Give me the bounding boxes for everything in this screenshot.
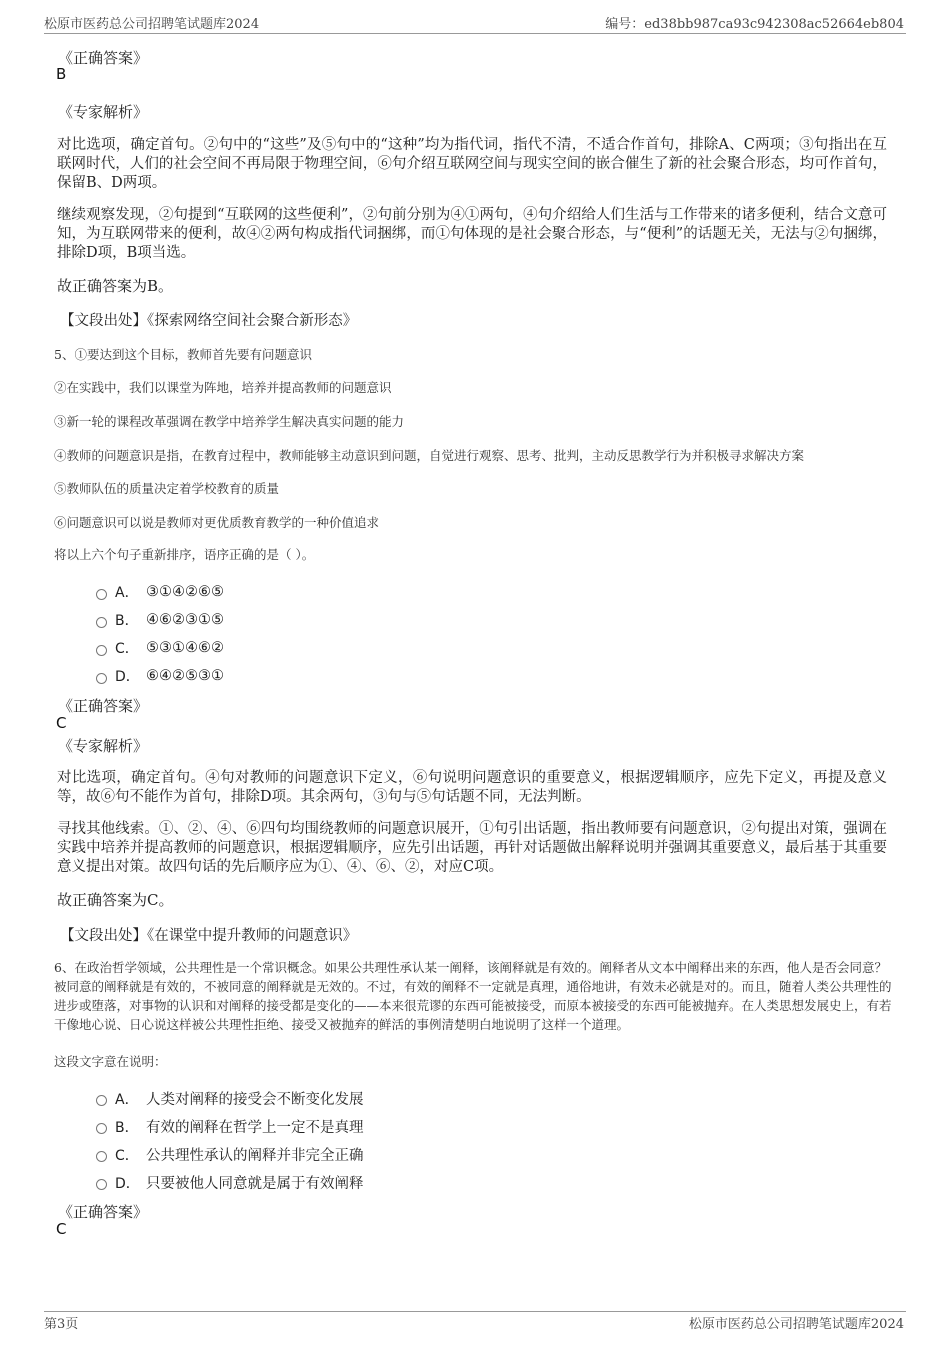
option-text: ④⑥②③①⑤ [146,612,224,628]
q5-analysis-label: 《专家解析》 [58,737,149,755]
q5-line-3: ③新一轮的课程改革强调在教学中培养学生解决真实问题的能力 [54,414,405,429]
q5-option-a[interactable] [96,582,224,602]
q5-option-b[interactable] [96,610,224,630]
radio-icon[interactable] [96,1095,107,1106]
option-letter: A． [115,1091,139,1108]
q6-answer-label: 《正确答案》 [58,1203,149,1221]
q5-source: 【文段出处】《在课堂中提升教师的问题意识》 [60,928,358,944]
option-text: 有效的阐释在哲学上一定不是真理 [146,1120,364,1136]
q5-line-5: ⑤教师队伍的质量决定着学校教育的质量 [54,481,280,496]
q5-answer-label: 《正确答案》 [58,697,149,715]
option-text: ③①④②⑥⑤ [146,584,224,600]
header-title: 松原市医药总公司招聘笔试题库2024 [44,17,260,32]
option-letter: C． [115,1147,139,1164]
q5-line-6: ⑥问题意识可以说是教师对更优质教育教学的一种价值追求 [54,515,380,530]
option-letter: C． [115,641,139,657]
q6-option-a[interactable] [96,1088,364,1109]
document-code: 编号：ed38bb987ca93c942308ac52664eb804 [605,17,904,32]
q5-option-d[interactable] [96,666,224,686]
q5-analysis-paragraph-1: 对比选项，确定首句。④句对教师的问题意识下定义，⑥句说明问题意识的重要意义，根据逻辑顺序，应先下定义，再提及意义等，故⑥句不能作为首句，排除D项。其余两句，③句与⑤句话题不同，无法判断。 [57,770,887,805]
q5-option-c[interactable] [96,638,224,658]
q6-stem: 6、在政治哲学领域，公共理性是一个常识概念。如果公共理性承认某一阐释，该阐释就是有效的。阐释者从文本中阐释出来的东西，他人是否会同意？被同意的阐释就是有效的，不被同意的阐释就是无效的。不过，有效的阐释不一定就是真理，通俗地讲，有效未必就是对的。而且，随着人类公共理性的进步或堕落，对事物的认识和对阐释的接受都是变化的——本来很荒谬的东西可能被接受，而原本被接受的东西可能被抛弃。在人类思想发展史上，有若干像地心说、日心说这样被公共理性拒绝、接受又被抛弃的鲜活的事例清楚明白地说明了这样一个道理。 [54,960,892,1032]
footer-divider [44,1311,906,1312]
q5-conclusion: 故正确答案为C。 [57,891,174,909]
q5-line-2: ②在实践中，我们以课堂为阵地，培养并提高教师的问题意识 [54,380,392,395]
option-text: 人类对阐释的接受会不断变化发展 [146,1092,364,1108]
q4-analysis-label: 《专家解析》 [58,103,149,121]
q5-analysis-paragraph-2: 寻找其他线索。①、②、④、⑥四句均围绕教师的问题意识展开，①句引出话题，指出教师要有问题意识，②句提出对策，强调在实践中培养并提高教师的问题意识，根据逻辑顺序，应先引出话题，再针对话题做出解释说明并强调其重要意义，最后基于其重要意义提出对策。故四句话的先后顺序应为①、④、⑥、②，对应C项。 [57,821,887,875]
q5-line-1: 5、①要达到这个目标，教师首先要有问题意识 [54,347,312,362]
q6-option-d[interactable] [96,1172,364,1193]
q5-answer: C [56,714,67,732]
option-letter: B． [115,613,139,629]
q4-answer: B [56,65,67,83]
q5-prompt: 将以上六个句子重新排序，语序正确的是（ ）。 [54,547,315,562]
radio-icon[interactable] [96,589,107,600]
q6-prompt: 这段文字意在说明： [54,1054,167,1069]
option-letter: D． [115,1175,140,1192]
radio-icon[interactable] [96,1123,107,1134]
header-divider [44,33,906,34]
option-letter: A． [115,585,139,601]
q4-answer-label: 《正确答案》 [58,49,149,67]
q6-option-b[interactable] [96,1116,364,1137]
option-text: ⑤③①④⑥② [146,640,224,656]
radio-icon[interactable] [96,1179,107,1190]
radio-icon[interactable] [96,645,107,656]
radio-icon[interactable] [96,673,107,684]
option-text: 只要被他人同意就是属于有效阐释 [146,1176,364,1192]
option-letter: B． [115,1119,139,1136]
q4-source: 【文段出处】《探索网络空间社会聚合新形态》 [60,313,358,329]
option-text: 公共理性承认的阐释并非完全正确 [146,1148,364,1164]
q4-analysis-paragraph-2: 继续观察发现，②句提到“互联网的这些便利”，②句前分别为④①两句，④句介绍给人们生活与工作带来的诸多便利，结合文意可知，为互联网带来的便利，故④②两句构成指代词捆绑，而①句体现的是社会聚合形态，与“便利”的话题无关，无法与②句捆绑，排除D项，B项当选。 [57,207,887,261]
q6-answer: C [56,1220,67,1238]
q4-analysis-paragraph-1: 对比选项，确定首句。②句中的“这些”及⑤句中的“这种”均为指代词，指代不清，不适合作首句，排除A、C两项；③句指出在互联网时代，人们的社会空间不再局限于物理空间，⑥句介绍互联网空间与现实空间的嵌合催生了新的社会聚合形态，均可作首句，保留B、D两项。 [57,137,887,191]
q5-line-4: ④教师的问题意识是指，在教育过程中，教师能够主动意识到问题，自觉进行观察、思考、批判，主动反思教学行为并积极寻求解决方案 [54,448,805,463]
q6-option-c[interactable] [96,1144,364,1165]
radio-icon[interactable] [96,617,107,628]
radio-icon[interactable] [96,1151,107,1162]
option-letter: D． [115,669,140,685]
footer-title: 松原市医药总公司招聘笔试题库2024 [688,1317,904,1332]
page-number: 第3页 [44,1317,79,1332]
q4-conclusion: 故正确答案为B。 [57,277,174,295]
option-text: ⑥④②⑤③① [146,668,224,684]
